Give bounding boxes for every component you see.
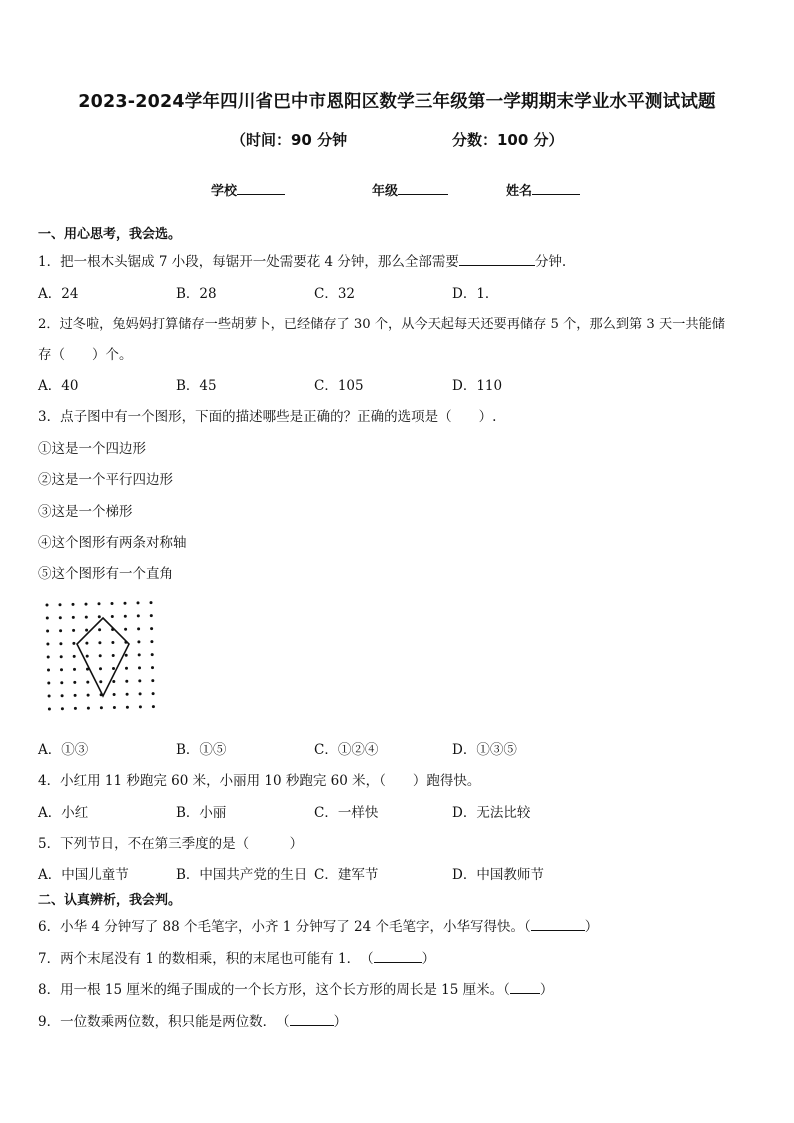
q4-option-a[interactable]: A．小红 bbox=[38, 805, 89, 821]
grid-dot bbox=[137, 627, 140, 630]
grid-dot bbox=[113, 693, 116, 696]
question-8 bbox=[38, 978, 553, 998]
section-2-title: 二、认真辨析，我会判。 bbox=[38, 893, 182, 908]
grid-dot bbox=[48, 708, 51, 711]
q5-option-c[interactable]: C．建军节 bbox=[314, 867, 379, 883]
grid-dot bbox=[46, 643, 49, 646]
grid-dot bbox=[72, 642, 75, 645]
grid-dot bbox=[139, 692, 142, 695]
question-9-close: ） bbox=[333, 1014, 348, 1030]
grid-dot bbox=[74, 707, 77, 710]
grid-dot bbox=[126, 693, 129, 696]
grid-dot bbox=[59, 629, 62, 632]
grid-dot bbox=[100, 706, 103, 709]
q5-option-a[interactable]: A．中国儿童节 bbox=[38, 867, 129, 883]
grid-dot bbox=[46, 630, 49, 633]
q2-option-b[interactable]: B．45 bbox=[176, 378, 217, 394]
grid-dot bbox=[124, 615, 127, 618]
grid-dot bbox=[87, 694, 90, 697]
question-8-close: ） bbox=[539, 982, 554, 998]
q3-option-b[interactable]: B．①⑤ bbox=[176, 742, 227, 758]
q3-option-c[interactable]: C．①②④ bbox=[314, 742, 379, 758]
grid-dot bbox=[151, 666, 154, 669]
q3-option-d[interactable]: D．①③⑤ bbox=[452, 742, 517, 758]
grid-dot bbox=[112, 667, 115, 670]
grid-dot bbox=[124, 602, 127, 605]
question-7-close: ） bbox=[421, 951, 436, 967]
name-blank[interactable] bbox=[532, 182, 580, 195]
q4-option-b[interactable]: B．小丽 bbox=[176, 805, 227, 821]
dot-grid-figure bbox=[38, 594, 158, 720]
grid-dot bbox=[99, 680, 102, 683]
grid-dot bbox=[111, 641, 114, 644]
document-title: 2023-2024学年四川省巴中市恩阳区数学三年级第一学期期末学业水平测试试题 bbox=[78, 92, 716, 112]
grid-dot bbox=[87, 707, 90, 710]
grid-dot bbox=[112, 654, 115, 657]
q3-statement-2: ②这是一个平行四边形 bbox=[38, 472, 173, 488]
grid-dot bbox=[150, 601, 153, 604]
grid-dot bbox=[125, 654, 128, 657]
grid-dot bbox=[151, 653, 154, 656]
grid-dot bbox=[86, 655, 89, 658]
grid-dot bbox=[47, 669, 50, 672]
grid-dot bbox=[126, 706, 129, 709]
grid-dot bbox=[73, 655, 76, 658]
grid-dot bbox=[138, 679, 141, 682]
grid-dot bbox=[60, 668, 63, 671]
q4-option-c[interactable]: C．一样快 bbox=[314, 805, 379, 821]
name-label: 姓名 bbox=[506, 184, 533, 199]
grid-dot bbox=[138, 653, 141, 656]
q1-option-b[interactable]: B．28 bbox=[176, 286, 217, 302]
question-1 bbox=[38, 250, 566, 270]
question-2-line-2: 存（ ）个。 bbox=[38, 347, 133, 363]
grid-dot bbox=[152, 705, 155, 708]
grid-dot bbox=[112, 680, 115, 683]
grid-dot bbox=[152, 692, 155, 695]
grid-dot bbox=[73, 668, 76, 671]
grid-dot bbox=[59, 642, 62, 645]
q3-statement-3: ③这是一个梯形 bbox=[38, 504, 133, 520]
grid-dot bbox=[99, 667, 102, 670]
q3-statement-4: ④这个图形有两条对称轴 bbox=[38, 535, 187, 551]
grid-dot bbox=[72, 616, 75, 619]
grid-dot bbox=[85, 616, 88, 619]
grid-dot bbox=[111, 615, 114, 618]
grid-dot bbox=[150, 614, 153, 617]
question-7-text: 7．两个末尾没有 1 的数相乘，积的末尾也可能有 1． （ bbox=[38, 951, 374, 967]
grid-dot bbox=[46, 604, 49, 607]
grid-dot bbox=[48, 695, 51, 698]
grid-dot bbox=[85, 642, 88, 645]
question-1-suffix: 分钟. bbox=[534, 254, 567, 270]
question-1-text: 1．把一根木头锯成 7 小段，每锯开一处需要花 4 分钟，那么全部需要 bbox=[38, 254, 459, 270]
question-8-text: 8．用一根 15 厘米的绳子围成的一个长方形，这个长方形的周长是 15 厘米。（ bbox=[38, 982, 510, 998]
grid-dot bbox=[61, 694, 64, 697]
total-score: 分数：100 分） bbox=[452, 131, 564, 149]
grid-dot bbox=[85, 629, 88, 632]
q5-option-b[interactable]: B．中国共产党的生日 bbox=[176, 867, 308, 883]
school-label: 学校 bbox=[211, 184, 238, 199]
grid-dot bbox=[150, 627, 153, 630]
grid-dot bbox=[98, 641, 101, 644]
time-limit: （时间：90 分钟 bbox=[231, 131, 348, 149]
grid-dot bbox=[74, 694, 77, 697]
grid-dot bbox=[137, 614, 140, 617]
question-5: 5．下列节日，不在第三季度的是（ ） bbox=[38, 836, 304, 852]
q1-option-c[interactable]: C．32 bbox=[314, 286, 356, 302]
question-9-text: 9．一位数乘两位数，积只能是两位数． （ bbox=[38, 1014, 290, 1030]
school-field bbox=[211, 180, 285, 199]
name-field bbox=[506, 180, 580, 199]
question-2-line-1: 2．过冬啦，兔妈妈打算储存一些胡萝卜，已经储存了 30 个，从今天起每天还要再储存 5 个，那么到第 3 天一共能储 bbox=[38, 317, 725, 332]
question-6-text: 6．小华 4 分钟写了 88 个毛笔字，小齐 1 分钟写了 24 个毛笔字，小华写得快。（ bbox=[38, 919, 531, 935]
grid-dot bbox=[59, 603, 62, 606]
q1-option-d[interactable]: D．1． bbox=[452, 286, 499, 302]
grid-dot bbox=[59, 616, 62, 619]
grid-dot bbox=[124, 628, 127, 631]
q3-option-a[interactable]: A．①③ bbox=[38, 742, 89, 758]
grid-dot bbox=[98, 615, 101, 618]
q2-option-a[interactable]: A．40 bbox=[38, 378, 79, 394]
grid-dot bbox=[125, 667, 128, 670]
grid-dot bbox=[61, 707, 64, 710]
grid-dot bbox=[86, 681, 89, 684]
q3-statement-5: ⑤这个图形有一个直角 bbox=[38, 566, 173, 582]
grid-dot bbox=[46, 617, 49, 620]
grid-dot bbox=[98, 602, 101, 605]
grid-dot bbox=[137, 640, 140, 643]
grid-dot bbox=[138, 666, 141, 669]
grid-dot bbox=[139, 705, 142, 708]
grid-dot bbox=[99, 654, 102, 657]
question-6 bbox=[38, 915, 598, 935]
grade-blank[interactable] bbox=[398, 182, 448, 195]
grid-dot bbox=[60, 681, 63, 684]
grid-dot bbox=[72, 629, 75, 632]
grid-dot bbox=[47, 682, 50, 685]
grid-dot bbox=[113, 706, 116, 709]
grid-dot bbox=[72, 603, 75, 606]
answer-blank-6[interactable] bbox=[531, 918, 585, 931]
question-7 bbox=[38, 947, 435, 967]
question-6-close: ） bbox=[584, 919, 599, 935]
grid-dot bbox=[125, 680, 128, 683]
grade-field bbox=[372, 180, 448, 199]
grid-dot bbox=[73, 681, 76, 684]
answer-blank-1[interactable] bbox=[459, 253, 535, 266]
grid-dot bbox=[151, 679, 154, 682]
question-4: 4．小红用 11 秒跑完 60 米，小丽用 10 秒跑完 60 米，（ ）跑得快。 bbox=[38, 773, 481, 789]
question-3: 3．点子图中有一个图形，下面的描述哪些是正确的？正确的选项是（ ）. bbox=[38, 409, 497, 425]
grid-dot bbox=[137, 601, 140, 604]
grid-dot bbox=[150, 640, 153, 643]
answer-blank-7[interactable] bbox=[374, 950, 422, 963]
q5-option-d[interactable]: D．中国教师节 bbox=[452, 867, 544, 883]
question-9 bbox=[38, 1010, 347, 1030]
grid-dot bbox=[111, 602, 114, 605]
grid-dot bbox=[85, 603, 88, 606]
school-blank[interactable] bbox=[237, 182, 285, 195]
q1-option-a[interactable]: A．24 bbox=[38, 286, 79, 302]
q2-option-d[interactable]: D．110 bbox=[452, 378, 503, 394]
answer-blank-9[interactable] bbox=[290, 1013, 334, 1026]
q2-option-c[interactable]: C．105 bbox=[314, 378, 364, 394]
grade-label: 年级 bbox=[372, 184, 399, 199]
kite-shape bbox=[77, 618, 129, 696]
grid-dot bbox=[60, 655, 63, 658]
q3-statement-1: ①这是一个四边形 bbox=[38, 441, 146, 457]
answer-blank-8[interactable] bbox=[510, 981, 540, 994]
grid-dot bbox=[47, 656, 50, 659]
grid-dot bbox=[98, 628, 101, 631]
section-1-title: 一、用心思考，我会选。 bbox=[38, 227, 182, 242]
q4-option-d[interactable]: D．无法比较 bbox=[452, 805, 531, 821]
